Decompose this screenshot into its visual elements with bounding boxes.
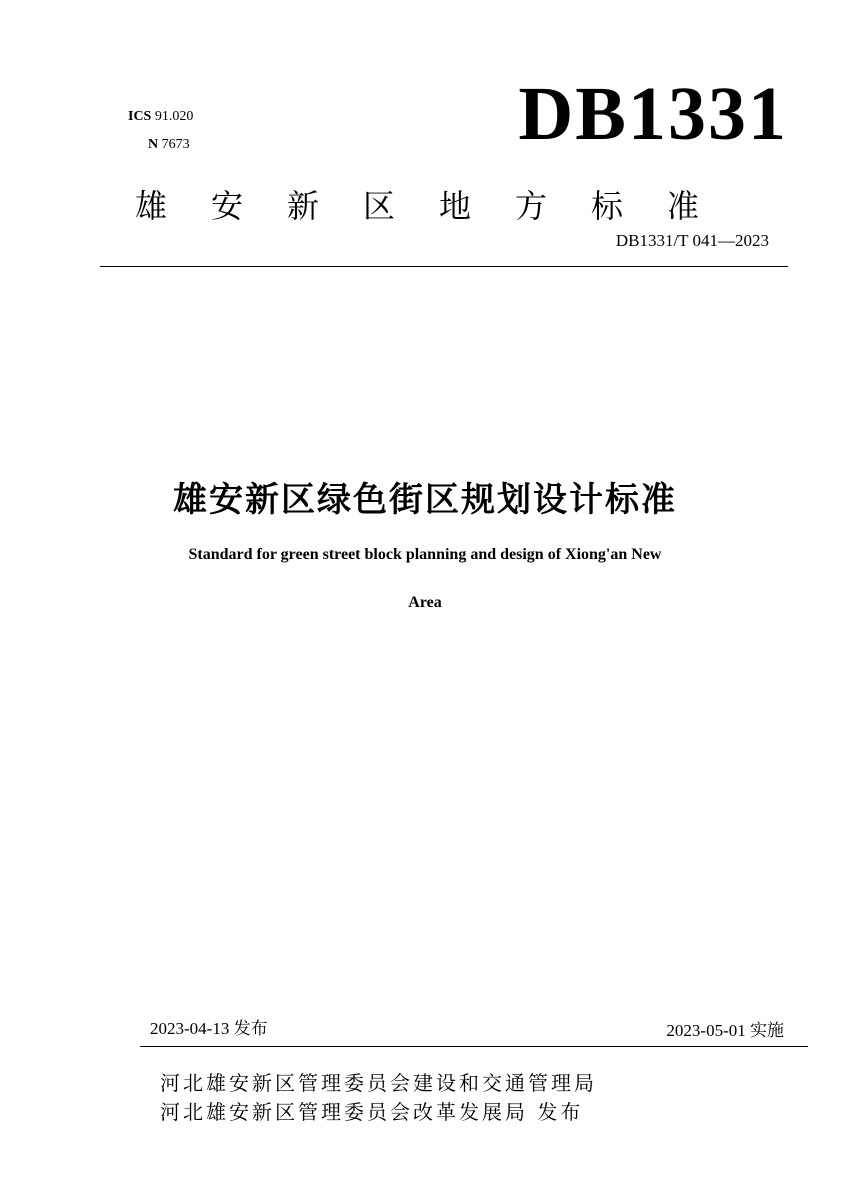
footer-divider	[140, 1046, 808, 1047]
ics-code: 91.020	[154, 109, 194, 124]
standard-type-char: 方	[515, 187, 548, 225]
standard-type-char: 地	[439, 187, 472, 225]
standard-type-char: 新	[287, 187, 320, 225]
ics-classification	[128, 108, 193, 126]
ics-label: ICS	[128, 109, 152, 124]
document-title-english-line2: Area	[408, 594, 442, 611]
standard-type-char: 安	[211, 187, 244, 225]
issue-date-value: 2023-04-13	[150, 1019, 230, 1038]
standard-type-char: 标	[591, 187, 624, 225]
issuer-line-1: 河北雄安新区管理委员会建设和交通管理局	[160, 1071, 597, 1095]
implementation-date-value: 2023-05-01	[666, 1021, 746, 1040]
standard-type-char: 雄	[135, 187, 168, 225]
ccs-code: 7673	[161, 137, 190, 152]
header-divider	[100, 266, 788, 267]
standard-type-char: 区	[363, 187, 396, 225]
standard-type-char: 准	[667, 187, 700, 225]
document-title-english-line1: Standard for green street block planning and design of Xiong'an New	[188, 546, 662, 563]
issuer-line-2: 河北雄安新区管理委员会改革发展局 发布	[160, 1100, 584, 1124]
implementation-date-label: 实施	[750, 1021, 784, 1041]
standard-number: DB1331/T 041—2023	[615, 231, 769, 250]
issue-date-label: 发布	[233, 1019, 268, 1039]
ccs-label: N	[148, 137, 159, 152]
ccs-classification	[148, 136, 190, 154]
standard-code: DB1331	[518, 72, 788, 156]
implementation-date	[666, 1020, 784, 1042]
issue-date	[150, 1018, 268, 1040]
document-title-chinese: 雄安新区绿色街区规划设计标准	[173, 480, 677, 520]
standard-type-heading	[135, 186, 743, 226]
